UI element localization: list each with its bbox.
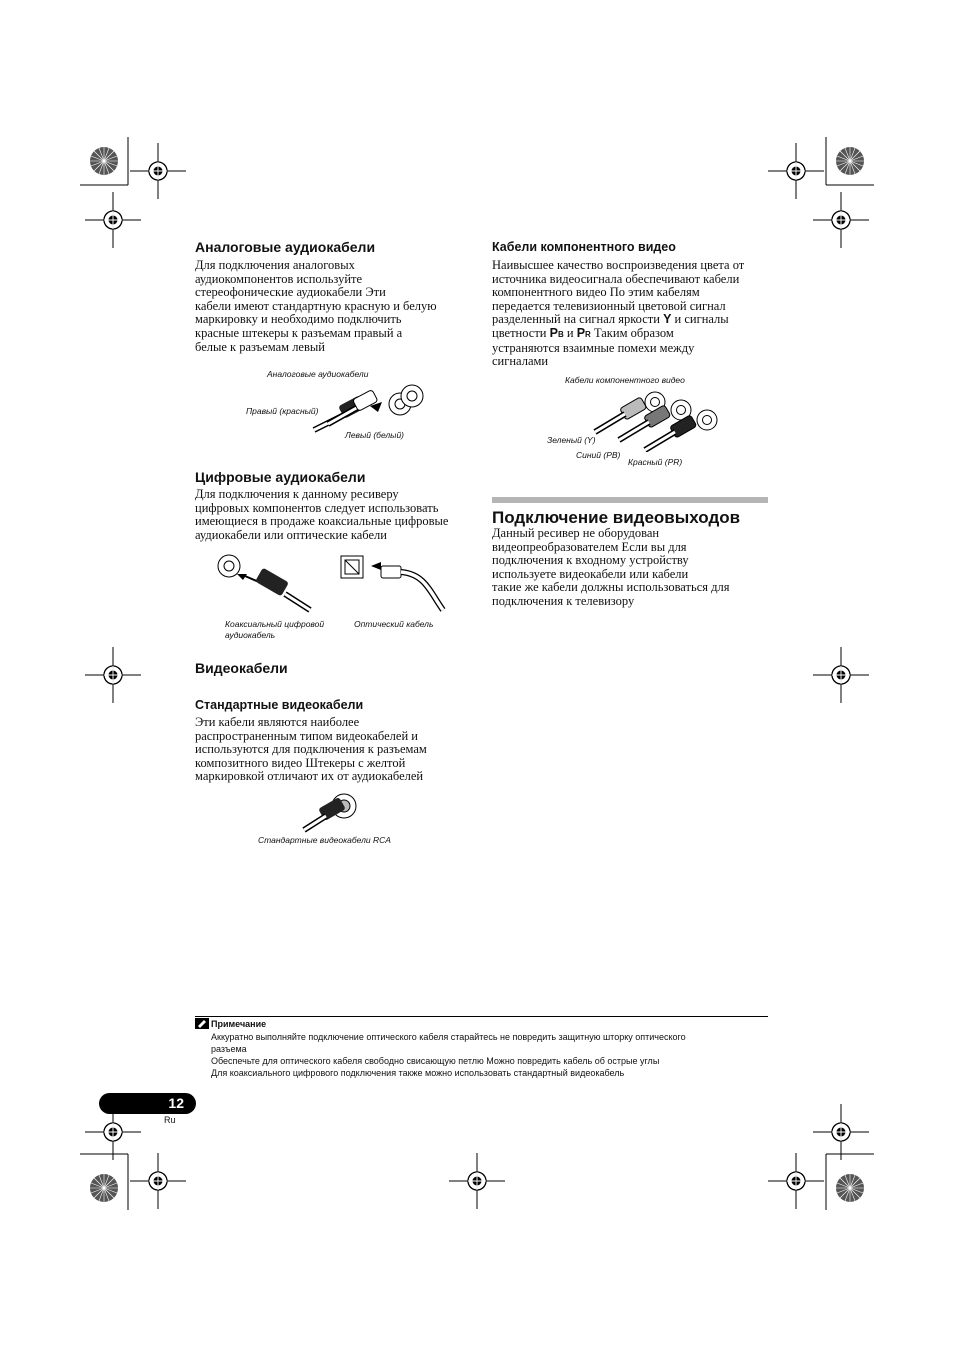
component-line-4: передается телевизионный цветовой сигнал xyxy=(492,298,726,313)
digital-audio-heading: Цифровые аудиокабели xyxy=(195,469,366,485)
crosshair-icon xyxy=(130,1153,186,1209)
optical-cable-illustration xyxy=(335,552,450,616)
crosshair-icon xyxy=(85,192,141,248)
component-video-heading: Кабели компонентного видео xyxy=(492,240,676,254)
line6-part-b: Таким образом xyxy=(590,325,674,340)
analog-cables-illustration xyxy=(300,380,440,436)
note-item-3: Для коаксиального цифрового подключения также можно использовать стандартный видеокабель xyxy=(211,1068,625,1078)
video-cables-heading: Видеокабели xyxy=(195,660,288,676)
coaxial-label: Коаксиальный цифровой аудиокабель xyxy=(225,619,325,640)
star-mark-icon xyxy=(836,147,864,175)
analog-label-right: Правый (красный) xyxy=(246,406,319,416)
pb-symbol: PB xyxy=(549,325,564,340)
standard-video-subheading: Стандартные видеокабели xyxy=(195,698,364,712)
component-video-text xyxy=(492,259,772,369)
note-item-2: Обеспечьте для оптического кабеля свободно свисающую петлю Можно повредить кабель об острые углы xyxy=(211,1056,660,1066)
video-output-text: Данный ресивер не оборудован видеопреобразователем Если вы для подключения к входному устройству используете видеокабели или кабели такие же кабели должны использоваться для подключения к телевизору xyxy=(492,526,730,608)
note-rule xyxy=(195,1016,768,1017)
component-figure-title: Кабели компонентного видео xyxy=(565,375,685,385)
note-title: Примечание xyxy=(211,1019,267,1029)
crosshair-icon xyxy=(85,647,141,703)
section-divider-bar xyxy=(492,497,768,503)
language-code: Ru xyxy=(164,1115,176,1125)
component-cables-illustration xyxy=(575,388,720,452)
rca-video-cable-illustration xyxy=(298,788,368,834)
analog-figure-title: Аналоговые аудиокабели xyxy=(267,369,369,379)
component-line-6 xyxy=(492,327,772,342)
line5-part-a: разделенный на сигнал яркости xyxy=(492,312,664,327)
standard-video-text: Эти кабели являются наиболее распространенным типом видеокабелей и используются для подключения к разъемам композитного видео Штекеры с желтой маркировкой отличают их от аудиокабелей xyxy=(195,715,427,784)
optical-label: Оптический кабель xyxy=(354,619,434,629)
component-label-blue: Синий (PB) xyxy=(576,450,621,460)
crosshair-icon xyxy=(449,1153,505,1209)
component-tail: устраняются взаимные помехи между сигналами xyxy=(492,340,695,369)
crosshair-icon xyxy=(768,1153,824,1209)
star-mark-icon xyxy=(90,147,118,175)
crosshair-icon xyxy=(813,192,869,248)
page-number: 12 xyxy=(168,1095,184,1111)
coaxial-cable-illustration xyxy=(215,552,320,616)
line6-part-a: цветности xyxy=(492,325,550,340)
analog-audio-text: Для подключения аналоговых аудиокомпонентов используйте стереофонические аудиокабели Эти кабели имеют стандартную красную и белую маркировку и необходимо подключить красные штекеры к разъемам правый а белые к разъемам левый xyxy=(195,258,437,354)
rca-video-caption: Стандартные видеокабели RCA xyxy=(258,835,391,845)
digital-audio-text: Для подключения к данному ресиверу цифровых компонентов следует использовать имеющиеся в продаже коаксиальные цифровые аудиокабели или оптические кабели xyxy=(195,487,449,542)
component-line-2: источника видеосигнала обеспечивают кабели xyxy=(492,271,740,286)
pr-symbol: PR xyxy=(576,325,591,340)
component-line-5 xyxy=(492,313,772,327)
component-label-green: Зеленый (Y) xyxy=(547,435,596,445)
analog-audio-heading: Аналоговые аудиокабели xyxy=(195,239,376,255)
note-pencil-icon xyxy=(195,1018,209,1029)
crosshair-icon xyxy=(768,143,824,199)
component-line-1: Наивысшее качество воспроизведения цвета от xyxy=(492,258,745,272)
line6-and: и xyxy=(563,325,577,340)
component-line-3: компонентного видео По этим кабелям xyxy=(492,285,700,300)
note-item-1: Аккуратно выполняйте подключение оптического кабеля старайтесь не повредить защитную шторку оптического разъема xyxy=(211,1032,686,1054)
line5-part-b: и сигналы xyxy=(671,312,729,327)
star-mark-icon xyxy=(90,1174,118,1202)
star-mark-icon xyxy=(836,1174,864,1202)
luma-symbol: Y xyxy=(663,312,672,327)
crosshair-icon xyxy=(813,647,869,703)
video-output-heading: Подключение видеовыходов xyxy=(492,508,741,527)
crosshair-icon xyxy=(813,1104,869,1160)
component-label-red: Красный (PR) xyxy=(628,457,683,467)
analog-label-left: Левый (белый) xyxy=(345,430,404,440)
crosshair-icon xyxy=(130,143,186,199)
